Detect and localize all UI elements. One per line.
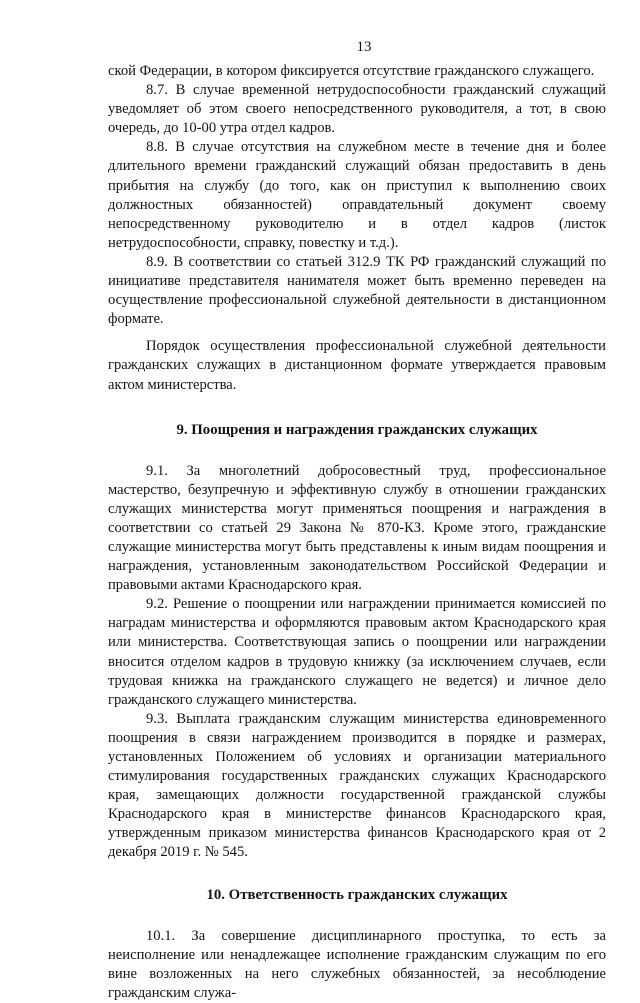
page-number: 13 <box>356 39 372 55</box>
paragraph-8-9: 8.9. В соответствии со статьей 312.9 ТК РФ гражданский служащий по инициативе представителя нанимателя может быть временно переведен на осуществление профессиональной служебной деятельности в дистанционном формате. <box>108 253 606 328</box>
paragraph-continuation: ской Федерации, в котором фиксируется отсутствие гражданского служащего. <box>108 63 595 79</box>
top-paragraphs <box>108 62 606 395</box>
paragraph-10-1: 10.1. За совершение дисциплинарного проступка, то есть за неисполнение или ненадлежащее исполнение гражданским служащим по его вине возложенных на него служебных обязанностей, за несоблюдение гражданским служа- <box>108 927 606 1001</box>
section-10-body <box>108 927 606 1003</box>
paragraph-9-1: 9.1. За многолетний добросовестный труд, профессиональное мастерство, безупречную и эффективную службу в отношении гражданских служащих министерства могут применяться поощрения и награждения в соответствии со статьей 29 Закона № 870-КЗ. Кроме этого, гражданские служащие министерства могут быть представлены к иным видам поощрения и награждения, установленным законодательством Российской Федерации и правовыми актами Краснодарского края. <box>108 462 606 594</box>
section-9-heading: 9. Поощрения и награждения гражданских служащих <box>176 421 538 438</box>
paragraph-9-2: 9.2. Решение о поощрении или награждении принимается комиссией по наградам министерства и оформляются правовым актом Краснодарского края или министерства. Соответствующая запись о поощрении или награждении вносится отделом кадров в трудовую книжку (за исключением случаев, если трудовая книжка на гражданского служащего не ведется) и личное дело гражданского служащего министерства. <box>108 596 606 708</box>
paragraph-8-7: 8.7. В случае временной нетрудоспособности гражданский служащий уведомляет об этом своего непосредственного руководителя, а тот, в свою очередь, до 10-00 утра отдел кадров. <box>108 82 606 137</box>
section-10-heading: 10. Ответственность гражданских служащих <box>206 886 508 903</box>
paragraph-remote-work-order: Порядок осуществления профессиональной служебной деятельности гражданских служащих в дистанционном формате утверждается правовым актом министерства. <box>108 338 606 393</box>
paragraph-9-3: 9.3. Выплата гражданским служащим министерства единовременного поощрения в связи награждением производится в порядке и размерах, установленных Положением об условиях и организации материального стимулирования государственных гражданских служащих Краснодарского края, замещающих должности государственной гражданской службы Краснодарского края в министерстве финансов Краснодарского края, утвержденным приказом министерства финансов Краснодарского края от 2 декабря 2019 г. № 545. <box>108 710 606 861</box>
section-9-body <box>108 462 606 863</box>
paragraph-8-8: 8.8. В случае отсутствия на служебном месте в течение дня и более длительного времени гражданский служащий обязан предоставить в день прибытия на службу (до того, как он приступил к выполнению своих должностных обязанностей) оправдательный документ своему непосредственному руководителю и в отдел кадров (листок нетрудоспособности, справку, повестку и т.д.). <box>108 139 606 251</box>
